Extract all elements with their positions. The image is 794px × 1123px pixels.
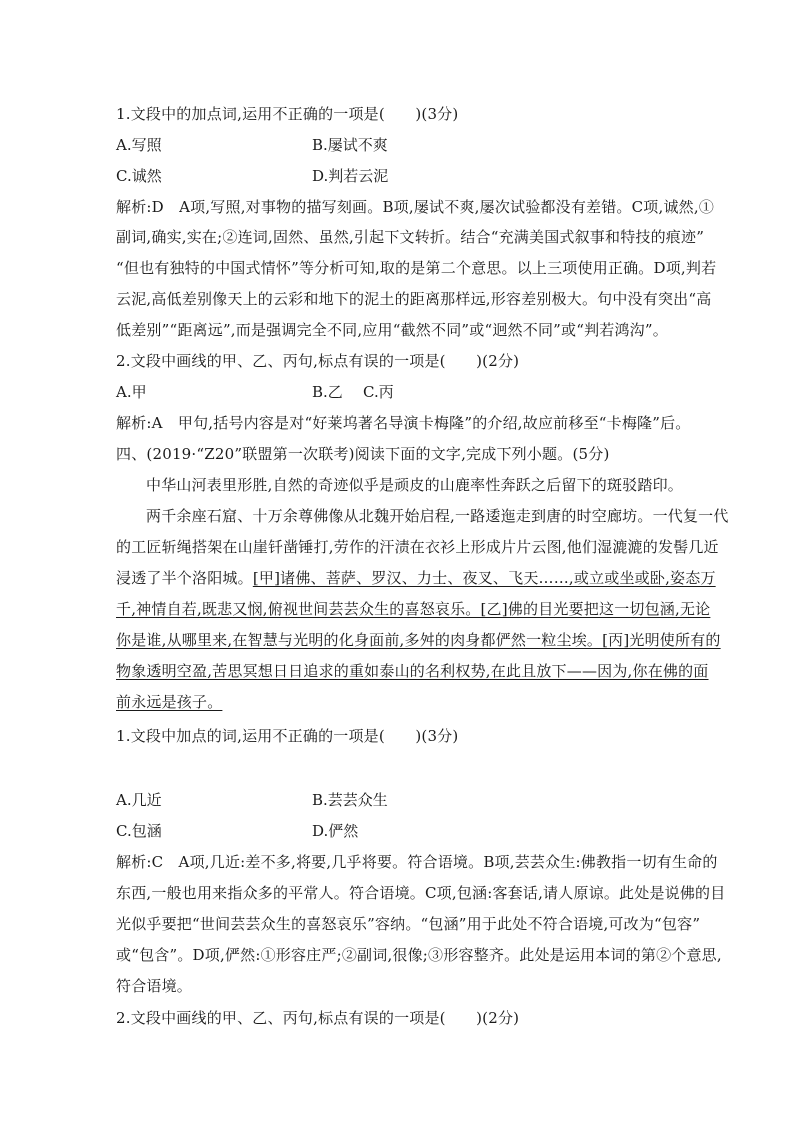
q1-option-c: C.诚然 [116, 167, 162, 185]
question-2-stem: 2.文段中画线的甲、乙、丙句,标点有误的一项是( )(2分) [116, 352, 520, 370]
question-1-stem-second: 1.文段中加点的词,运用不正确的一项是( )(3分) [116, 727, 459, 745]
q1b-analysis-text: A项,几近:差不多,将要,几乎将要。符合语境。B项,芸芸众生:佛教指一切有生命的 [163, 853, 718, 871]
passage-paragraph-1: 中华山河表里形胜,自然的奇迹似乎是顽皮的山鹿率性奔跃之后留下的斑驳踏印。 [146, 476, 683, 494]
underlined-passage-line: 物象透明空盈,苦思冥想日日追求的重如泰山的名利权势,在此且放下——因为,你在佛的面 [116, 662, 709, 680]
q1b-option-b: B.芸芸众生 [312, 791, 388, 809]
q1-analysis-line: 云泥,高低差别像天上的云彩和地下的泥土的距离那样远,形容差别极大。句中没有突出“高 [116, 290, 712, 308]
q1b-option-a: A.几近 [116, 791, 162, 809]
q2-option-a: A.甲 [116, 383, 147, 401]
q2-option-c: C.丙 [363, 383, 394, 401]
q1b-option-d: D.俨然 [312, 822, 359, 840]
q1-option-b: B.屡试不爽 [312, 136, 388, 154]
q1b-analysis-line: 或“包含”。D项,俨然:①形容庄严;②副词,很像;③形容整齐。此处是运用本词的第②个意思, [116, 946, 722, 964]
q1-analysis-line: “但也有独特的中国式情怀”等分析可知,取的是第二个意思。以上三项使用正确。D项,判若 [116, 259, 717, 277]
q1b-analysis-line: 符合语境。 [116, 977, 193, 995]
q1-analysis-line: 低差别”“距离远”,而是强调完全不同,应用“截然不同”或“迥然不同”或“判若鸿沟”。 [116, 321, 668, 339]
question-1-stem: 1.文段中的加点词,运用不正确的一项是( )(3分) [116, 105, 459, 123]
q1-analysis-text: A项,写照,对事物的描写刻画。B项,屡试不爽,屡次试验都没有差错。C项,诚然,① [163, 198, 715, 216]
underlined-passage-line: 你是谁,从哪里来,在智慧与光明的化身面前,多舛的肉身都俨然一粒尘埃。[丙]光明使所有的 [116, 631, 721, 649]
q1-analysis-line [116, 197, 715, 217]
q1b-option-c: C.包涵 [116, 822, 162, 840]
question-2-stem-second: 2.文段中画线的甲、乙、丙句,标点有误的一项是( )(2分) [116, 1009, 520, 1027]
passage-paragraph-2-line: 两千余座石窟、十万余尊佛像从北魏开始启程,一路逶迤走到唐的时空廊坊。一代复一代 [146, 507, 729, 525]
section-4-heading: 四、(2019·“Z20”联盟第一次联考)阅读下面的文字,完成下列小题。(5分) [116, 445, 610, 463]
passage-plain-text: 浸透了半个洛阳城。 [116, 569, 253, 587]
q2-analysis-label: 解析:A [116, 414, 163, 432]
passage-paragraph-2-line: 的工匠斩绳搭架在山崖钎凿锤打,劳作的汗渍在衣衫上形成片片云图,他们湿漉漉的发髻几近 [116, 538, 719, 556]
underlined-passage-line: 前永远是孩子。 [116, 693, 223, 711]
q2-analysis-text: 甲句,括号内容是对“好莱坞著名导演卡梅隆”的介绍,故应前移至“卡梅隆”后。 [162, 414, 691, 432]
q1b-analysis-label: 解析:C [116, 853, 164, 871]
q1-analysis-line: 副词,确实,实在;②连词,固然、虽然,引起下文转折。结合“充满美国式叙事和特技的痕迹” [116, 228, 705, 246]
q1b-analysis-line [116, 852, 718, 872]
passage-paragraph-2-line [116, 568, 716, 588]
q2-option-b: B.乙 [312, 383, 343, 401]
underlined-passage-line: 千,神情自若,既悲又悯,俯视世间芸芸众生的喜怒哀乐。[乙]佛的目光要把这一切包涵,无论 [116, 600, 711, 618]
q1-option-d: D.判若云泥 [312, 167, 389, 185]
underlined-sentence-jia: [甲]诸佛、菩萨、罗汉、力士、夜叉、飞天……,或立或坐或卧,姿态万 [252, 569, 716, 587]
q1b-analysis-line: 光似乎要把“世间芸芸众生的喜怒哀乐”容纳。“包涵”用于此处不符合语境,可改为“包容” [116, 915, 701, 933]
q1-option-a: A.写照 [116, 136, 162, 154]
q1b-analysis-line: 东西,一般也用来指众多的平常人。符合语境。C项,包涵:客套话,请人原谅。此处是说佛的目 [116, 884, 726, 902]
q1-analysis-label: 解析:D [116, 198, 164, 216]
q2-analysis-line [116, 413, 691, 433]
